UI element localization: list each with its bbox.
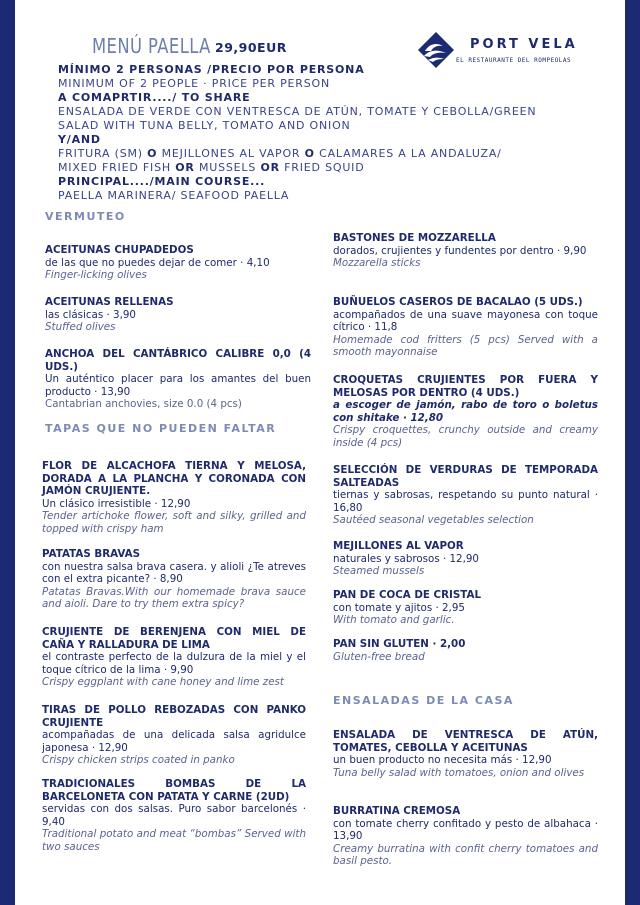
- list-item: ENSALADA DE VENTRESCA DE ATÚN, TOMATES, CEBOLLA Y ACEITUNAS un buen producto no necesita más · 12,90 Tuna belly salad with tomatoes, onion and olives: [333, 729, 598, 779]
- right-border-bar: [625, 0, 640, 905]
- logo-name: PORT VELA: [470, 37, 578, 52]
- list-item: TRADICIONALES BOMBAS DE LA BARCELONETA CON PATATA Y CARNE (2UD) servidas con dos salsas. Puro sabor barcelonés · 9,40 Traditional potato and meat “bombas” Served with two sauces: [42, 778, 306, 853]
- list-item: PAN SIN GLUTEN · 2,00 Gluten-free bread: [333, 638, 466, 663]
- list-item: ACEITUNAS CHUPADEDOS de las que no puedes dejar de comer · 4,10 Finger-licking olives: [45, 244, 270, 281]
- list-item: PATATAS BRAVAS con nuestra salsa brava casera. y alioli ¿Te atreves con el extra picante? · 8,90 Patatas Bravas.With our homemade brava sauce and aioli. Dare to try them extra spicy?: [42, 548, 306, 610]
- vermuteo-list: [45, 244, 311, 411]
- fry-options: FRITURA (SM) O MEJILLONES AL VAPOR O CALAMARES A LA ANDALUZA/ MIXED FRIED FISH OR MUSSELS OR FRIED SQUID: [58, 147, 502, 174]
- logo-subtitle: EL RESTAURANTE DEL ROMPEOLAS: [456, 57, 572, 64]
- min-people-en: MINIMUM OF 2 PEOPLE · PRICE PER PERSON: [58, 77, 331, 90]
- share-label: A COMAPRTIR..../ TO SHARE: [58, 91, 251, 104]
- menu-price: 29,90EUR: [215, 40, 287, 55]
- list-item: TIRAS DE POLLO REBOZADAS CON PANKO CRUJIENTE acompañadas de una delicada salsa agridulce japonesa · 12,90 Crispy chicken strips coated in panko: [42, 704, 306, 766]
- list-item: FLOR DE ALCACHOFA TIERNA Y MELOSA, DORADA A LA PLANCHA Y CORONADA CON JAMÓN CRUJIENTE. Un clásico irresistible · 12,90 Tender artichoke flower, soft and silky, grilled and topped with crispy ham: [42, 460, 306, 535]
- list-item: BASTONES DE MOZZARELLA dorados, crujientes y fundentes por dentro · 9,90 Mozzarella sticks: [333, 232, 587, 269]
- section-ensaladas: ENSALADAS DE LA CASA: [333, 694, 514, 707]
- tapas-list: [42, 460, 306, 853]
- main-course-label: PRINCIPAL..../MAIN COURSE...: [58, 175, 266, 188]
- right-list: [333, 232, 598, 663]
- min-people-label: MÍNIMO 2 PERSONAS /PRECIO POR PERSONA: [58, 63, 365, 76]
- list-item: BUÑUELOS CASEROS DE BACALAO (5 UDS.) acompañados de una suave mayonesa con toque cítrico · 11,8 Homemade cod fritters (5 pcs) Served with a smooth mayonnaise: [333, 296, 598, 358]
- left-border-bar: [0, 0, 15, 905]
- section-tapas: TAPAS QUE NO PUEDEN FALTAR: [45, 422, 277, 435]
- list-item: BURRATINA CREMOSA con tomate cherry confitado y pesto de albahaca · 13,90 Creamy burratina with confit cherry tomatoes and basil pesto.: [333, 805, 598, 867]
- list-item: ACEITUNAS RELLENAS las clásicas · 3,90 Stuffed olives: [45, 296, 174, 333]
- list-item: SELECCIÓN DE VERDURAS DE TEMPORADA SALTEADAS tiernas y sabrosas, respetando su punto natural · 16,80 Sautéed seasonal vegetables selection: [333, 464, 598, 526]
- section-vermuteo: VERMUTEO: [45, 210, 126, 223]
- list-item: CRUJIENTE DE BERENJENA CON MIEL DE CAÑA Y RALLADURA DE LIMA el contraste perfecto de la dulzura de la miel y el toque cítrico de la lima · 9,90 Crispy eggplant with cane honey and lime zest: [42, 626, 306, 688]
- main-course-text: PAELLA MARINERA/ SEAFOOD PAELLA: [58, 189, 290, 202]
- menu-intro: [58, 63, 578, 203]
- list-item: CROQUETAS CRUJIENTES POR FUERA Y MELOSAS POR DENTRO (4 UDS.) a escoger de jamón, rabo de toro o boletus con shitake · 12,80 Crispy croquettes, crunchy outside and creamy inside (4 pcs): [333, 374, 598, 449]
- menu-title: MENÚ PAELLA: [92, 34, 211, 58]
- and-label: Y/AND: [58, 133, 101, 146]
- ensaladas-list: [333, 729, 598, 868]
- share-text: ENSALADA DE VERDE CON VENTRESCA DE ATÚN, TOMATE Y CEBOLLA/GREEN SALAD WITH TUNA BELLY, TOMATO AND ONION: [58, 105, 537, 132]
- list-item: PAN DE COCA DE CRISTAL con tomate y ajitos · 2,95 With tomato and garlic.: [333, 589, 482, 626]
- list-item: ANCHOA DEL CANTÁBRICO CALIBRE 0,0 (4 UDS.) Un auténtico placer para los amantes del buen producto · 13,90 Cantabrian anchovies, size 0.0 (4 pcs): [45, 348, 311, 410]
- list-item: MEJILLONES AL VAPOR naturales y sabrosos · 12,90 Steamed mussels: [333, 540, 479, 577]
